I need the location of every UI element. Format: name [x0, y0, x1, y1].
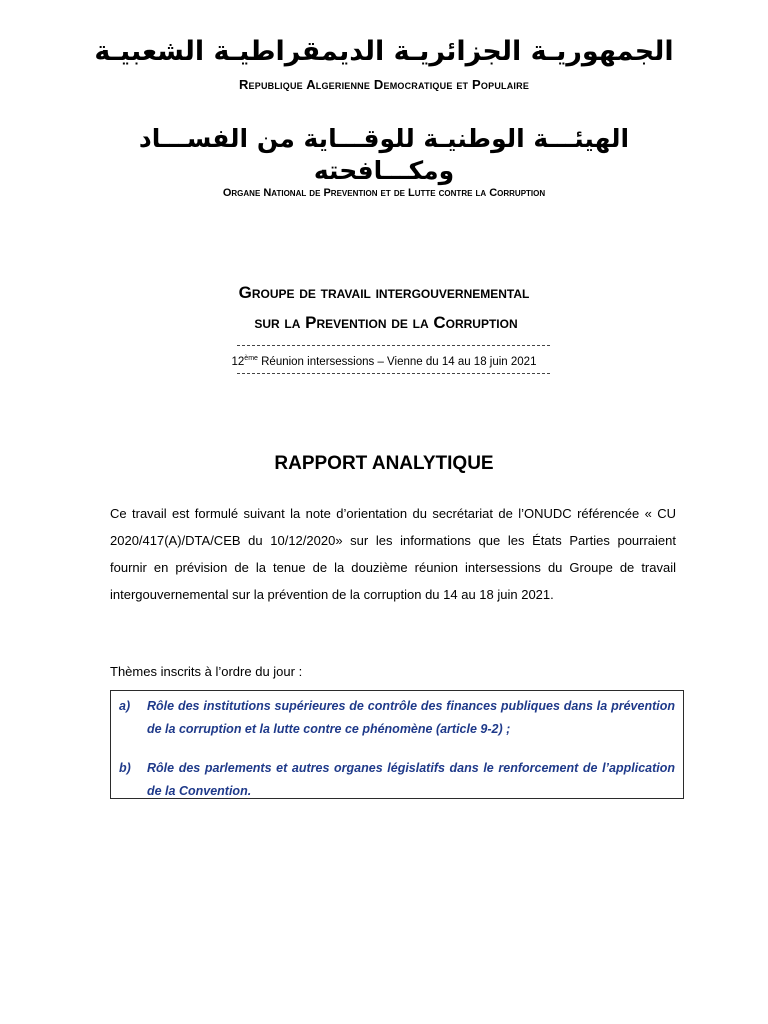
session-details: Réunion intersessions – Vienne du 14 au 18 juin 2021 [257, 355, 537, 368]
theme-item-b [117, 757, 675, 803]
organ-arabic-line-1: الهيئـــة الوطنيـة للوقـــاية من الفســـاد [138, 124, 630, 153]
intro-paragraph: Ce travail est formulé suivant la note d’orientation du secrétariat de l’ONUDC référencée « CU 2020/417(A)/DTA/CEB du 10/12/2020» sur les informations que les États Parties pourraient fournir en prévision de la tenue de la douzième réunion intersessions du Groupe de travail intergouvernemental sur la prévention de la corruption du 14 au 18 juin 2021. [110, 506, 676, 602]
theme-text: Rôle des parlements et autres organes législatifs dans le renforcement de l’application de la Convention. [147, 761, 675, 798]
republic-arabic-title: الجمهوريـة الجزائريـة الديمقراطيـة الشعبيـة [94, 36, 674, 67]
divider-top [237, 345, 550, 346]
divider-bottom [237, 373, 550, 374]
working-group-title-line-1: Groupe de travail intergouvernemental [238, 283, 530, 302]
organ-arabic-line-2: ومكـــافحته [313, 156, 455, 185]
theme-text: Rôle des institutions supérieures de contrôle des finances publiques dans la prévention de la corruption et la lutte contre ce phénomène (article 9-2) ; [147, 699, 675, 736]
working-group-title-line-2: sur la Prevention de la Corruption [254, 313, 518, 332]
theme-item-a [117, 695, 675, 741]
theme-letter: a) [119, 699, 131, 713]
themes-box [110, 690, 684, 799]
session-number: 12 [231, 355, 245, 368]
report-title: RAPPORT ANALYTIQUE [274, 453, 494, 474]
session-info [0, 355, 768, 368]
themes-label: Thèmes inscrits à l’ordre du jour : [110, 664, 303, 679]
organ-french-title: Organe National de Prevention et de Lutte contre la Corruption [222, 187, 546, 199]
theme-letter: b) [119, 761, 131, 775]
republic-french-title: Republique Algerienne Democratique et Populaire [238, 77, 530, 92]
session-ordinal-suffix: ème [244, 355, 258, 362]
